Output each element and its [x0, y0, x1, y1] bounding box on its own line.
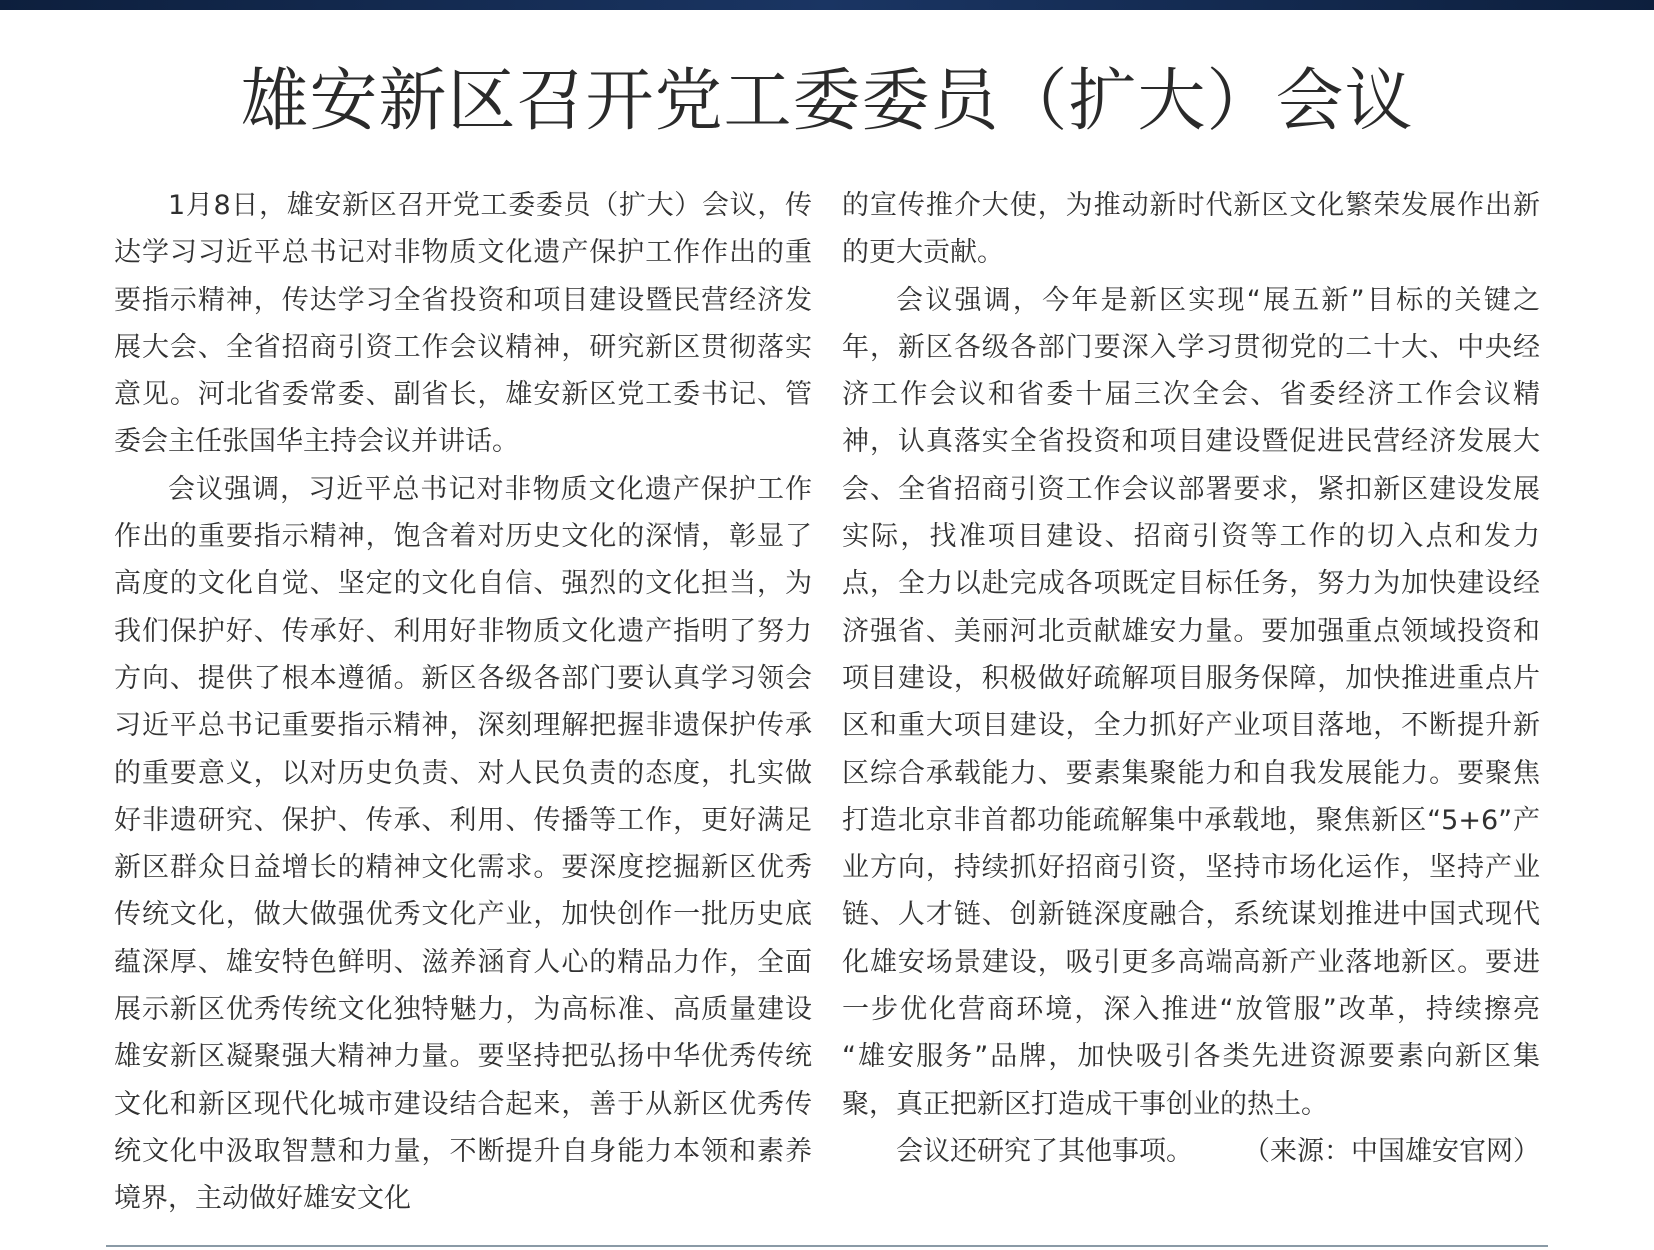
closing-text: 会议还研究了其他事项。 — [896, 1135, 1193, 1167]
article-column-right — [842, 182, 1540, 1175]
article-paragraph-3: 会议强调，今年是新区实现“展五新”目标的关键之年，新区各级各部门要深入学习贯彻党的二十大、中央经济工作会议和省委十届三次全会、省委经济工作会议精神，认真落实全省投资和项目建设暨促进民营经济发展大会、全省招商引资工作会议部署要求，紧扣新区建设发展实际，找准项目建设、招商引资等工作的切入点和发力点，全力以赴完成各项既定目标任务，努力为加快建设经济强省、美丽河北贡献雄安力量。要加强重点领域投资和项目建设，积极做好疏解项目服务保障，加快推进重点片区和重大项目建设，全力抓好产业项目落地，不断提升新区综合承载能力、要素集聚能力和自我发展能力。要聚焦打造北京非首都功能疏解集中承载地，聚焦新区“5+6”产业方向，持续抓好招商引资，坚持市场化运作，坚持产业链、人才链、创新链深度融合，系统谋划推进中国式现代化雄安场景建设，吸引更多高端高新产业落地新区。要进一步优化营商环境，深入推进“放管服”改革，持续擦亮 “雄安服务”品牌，加快吸引各类先进资源要素向新区集聚，真正把新区打造成干事创业的热土。 — [842, 284, 1540, 1120]
article-paragraph-2-continued: 的宣传推介大使，为推动新时代新区文化繁荣发展作出新的更大贡献。 — [842, 190, 1540, 269]
article-paragraph-2: 会议强调，习近平总书记对非物质文化遗产保护工作作出的重要指示精神，饱含着对历史文化的深情，彰显了高度的文化自觉、坚定的文化自信、强烈的文化担当，为我们保护好、传承好、利用好非物质文化遗产指明了努力方向、提供了根本遵循。新区各级各部门要认真学习领会习近平总书记重要指示精神，深刻理解把握非遗保护传承的重要意义，以对历史负责、对人民负责的态度，扎实做好非遗研究、保护、传承、利用、传播等工作，更好满足新区群众日益增长的精神文化需求。要深度挖掘新区优秀传统文化，做大做强优秀文化产业，加快创作一批历史底蕴深厚、雄安特色鲜明、滋养涵育人心的精品力作，全面展示新区优秀传统文化独特魅力，为高标准、高质量建设雄安新区凝聚强大精神力量。要坚持把弘扬中华优秀传统文化和新区现代化城市建设结合起来，善于从新区优秀传统文化中汲取智慧和力量，不断提升自身能力本领和素养境界，主动做好雄安文化 — [114, 473, 812, 1215]
source-attribution: （来源：中国雄安官网） — [1243, 1135, 1540, 1167]
article-paragraph-1: 1月8日，雄安新区召开党工委委员（扩大）会议，传达学习习近平总书记对非物质文化遗产保护工作作出的重要指示精神，传达学习全省投资和项目建设暨民营经济发展大会、全省招商引资工作会议精神，研究新区贯彻落实意见。河北省委常委、副省长，雄安新区党工委书记、管委会主任张国华主持会议并讲话。 — [114, 190, 812, 458]
article-column-left — [114, 182, 812, 1223]
top-banner-bar — [0, 0, 1654, 10]
article-closing — [842, 1128, 1540, 1175]
article-title: 雄安新区召开党工委委员（扩大）会议 — [240, 62, 1414, 141]
bottom-divider — [106, 1245, 1548, 1247]
